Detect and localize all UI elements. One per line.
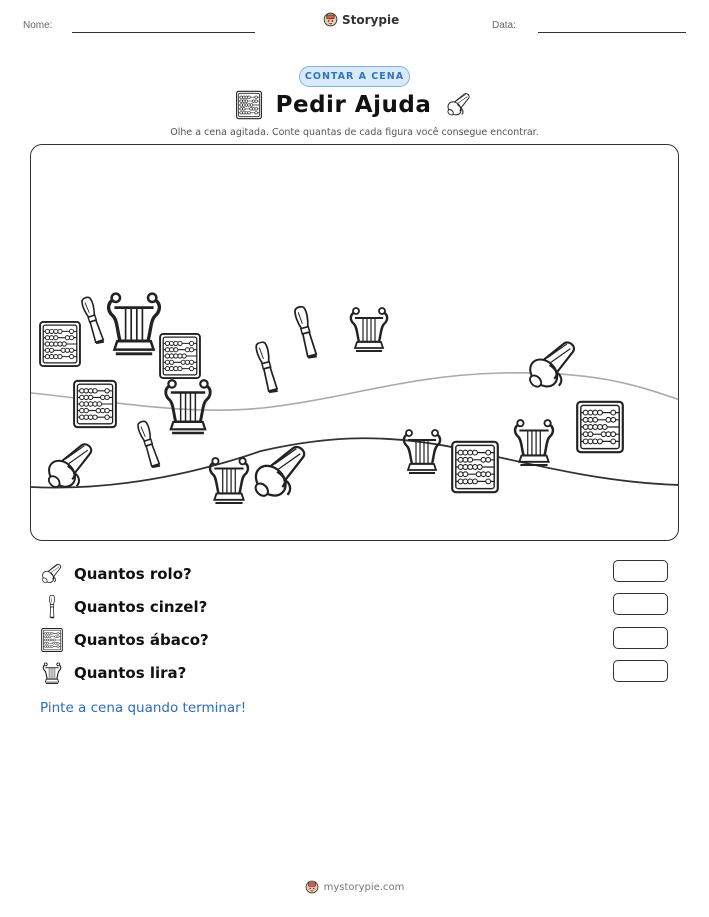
answer-box-scroll[interactable] (613, 560, 668, 582)
abacus-icon (236, 90, 262, 120)
brand-logo (323, 12, 399, 27)
mascot-icon (323, 12, 338, 27)
lyre-icon (40, 661, 64, 685)
lyre-icon[interactable] (511, 415, 557, 469)
footer-url[interactable]: mystorypie.com (323, 881, 405, 893)
instructions: Olhe a cena agitada. Conte quantas de cada figura você consegue encontrar. (170, 127, 539, 138)
answer-box-lyre[interactable] (613, 660, 668, 682)
scroll-icon (40, 562, 64, 586)
date-label: Data: (492, 20, 516, 31)
lyre-icon[interactable] (206, 453, 252, 507)
lyre-icon[interactable] (103, 288, 165, 358)
chisel-icon (40, 595, 64, 619)
question-abacus (40, 628, 209, 652)
abacus-icon[interactable] (451, 437, 499, 497)
scene-panel (30, 144, 679, 541)
abacus-icon[interactable] (73, 378, 117, 430)
scroll-icon[interactable] (249, 441, 313, 505)
question-label: Quantos ábaco? (74, 631, 209, 649)
abacus-icon (40, 628, 64, 652)
name-label: Nome: (23, 20, 53, 31)
footer (0, 880, 709, 894)
question-label: Quantos rolo? (74, 565, 192, 583)
question-chisel (40, 595, 207, 619)
scroll-icon[interactable] (524, 337, 582, 395)
page-title: Pedir Ajuda (275, 92, 432, 118)
question-lyre (40, 661, 186, 685)
lyre-icon[interactable] (400, 425, 444, 477)
scroll-icon[interactable] (43, 439, 99, 495)
color-note: Pinte a cena quando terminar! (40, 700, 247, 716)
activity-badge: CONTAR A CENA (299, 66, 410, 87)
brand-name: Storypie (342, 12, 400, 27)
question-label: Quantos cinzel? (74, 598, 208, 616)
date-line[interactable] (538, 32, 686, 33)
question-label: Quantos lira? (74, 664, 187, 682)
lyre-icon[interactable] (161, 375, 215, 437)
abacus-icon[interactable] (39, 317, 81, 371)
lyre-icon[interactable] (347, 303, 391, 355)
abacus-icon[interactable] (576, 398, 624, 456)
answer-box-chisel[interactable] (613, 593, 668, 615)
title-row (0, 90, 709, 120)
name-line[interactable] (72, 32, 255, 33)
answer-box-abacus[interactable] (613, 627, 668, 649)
scroll-icon (445, 91, 473, 119)
question-scroll (40, 562, 192, 586)
mascot-icon (305, 880, 319, 894)
